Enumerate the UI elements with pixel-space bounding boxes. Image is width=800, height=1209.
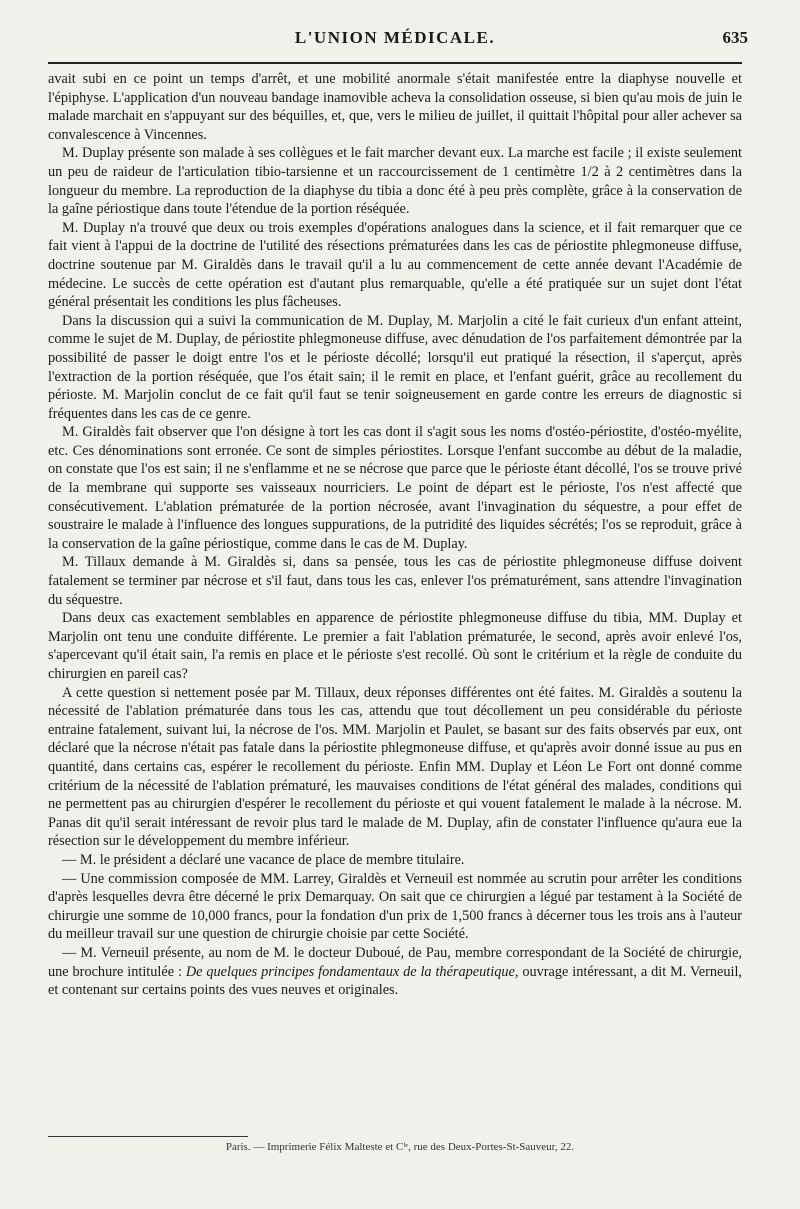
footer-rule xyxy=(48,1136,248,1137)
paragraph: Dans deux cas exactement semblables en apparence de périostite phlegmoneuse diffuse du tibia, MM. Duplay et Marjolin ont tenu une conduite différente. Le premier a fait l'ablation prématurée, le second, après avoir enlevé l'os, s'apercevant qu'il était sain, l'a remis en place et le périoste s'est recollé. Où sont le critérium et la règle de conduite du chirurgien en pareil cas? xyxy=(48,610,742,682)
paragraph: — M. le président a déclaré une vacance de place de membre titulaire. xyxy=(62,851,465,868)
paragraph: A cette question si nettement posée par M. Tillaux, deux réponses différentes ont été faites. M. Giraldès a soutenu la nécessité de l'ablation prématurée dans tous les cas, attendu que tout décollement un peu considérable du périoste entraine fatalement, suivant lui, la nécrose de l'os. MM. Marjolin et Paulet, se basant sur des faits observés par eux, ont déclaré que la nécrose n'était pas fatale dans la périostite phlegmoneuse diffuse, et qu'après avoir donné issue au pus en quantité, dans certains cas, espérer le recollement du périoste. Enfin MM. Duplay et Léon Le Fort ont donné comme critérium de la nécessité de l'ablation prématuré, les mauvaises conditions de l'état général des malades, conditions qui ne permettent pas au chirurgien d'espérer le recollement du périoste et qui vouent fatalement le malade à la nécrose. M. Panas dit qu'il serait intéressant de revoir plus tard le malade de M. Duplay, afin de constater l'influence qu'aura eue la résection sur le développement du membre inférieur. xyxy=(48,684,742,850)
work-title: De quelques principes fondamentaux de la thérapeutique, xyxy=(185,963,519,980)
paragraph-last xyxy=(48,944,742,1000)
paragraph: M. Duplay présente son malade à ses collègues et le fait marcher devant eux. La marche est facile ; il existe seulement un peu de raideur de l'articulation tibio-tarsienne et un raccourcissement de 1 centimètre 1/2 à 2 centimètres dans la longueur du membre. La reproduction de la diaphyse du tibia a donc été à peu près complète, grâce à la conservation de la gaîne périostique dans toute l'étendue de la portion réséquée. xyxy=(48,145,742,218)
paragraph: — Une commission composée de MM. Larrey, Giraldès et Verneuil est nommée au scrutin pour arrêter les conditions d'après lesquelles devra être décerné le prix Demarquay. On sait que ce chirurgien a légué par testament à la Société de chirurgie une somme de 10,000 francs, pour la fondation d'un prix de 1,500 francs à décerner tous les trois ans à l'auteur du meilleur travail sur une question de chirurgie choisie par cette Société. xyxy=(48,870,742,943)
paragraph: M. Giraldès fait observer que l'on désigne à tort les cas dont il s'agit sous les noms d'ostéo-périostite, d'ostéo-myélite, etc. Ces dénominations sont erronée. Ce sont de simples périostites. Lorsque l'enfant succombe au début de la maladie, on constate que l'os est sain; il ne s'enflamme et ne se nécrose que parce que le périoste étant décollé, l'os se trouve privé de la membrane qui supporte ses vaisseaux nourriciers. Le point de départ est le périoste, l'os n'est affecté que consécutivement. L'ablation prématurée de la portion nécrosée, avant l'invagination du séquestre, a pour effet de soustraire le malade à l'influence des longues suppurations, de la putridité des liquides sécrétés; l'os se reproduit, grâce à la conservation de la gaîne périostique, comme dans le cas de M. Duplay. xyxy=(48,424,742,552)
printer-imprint: Paris. — Imprimerie Félix Malteste et Cⁱᵉ, rue des Deux-Portes-St-Sauveur, 22. xyxy=(225,1141,575,1153)
article-body xyxy=(48,70,742,1000)
running-title: L'UNION MÉDICALE. xyxy=(294,28,496,47)
paragraph: Dans la discussion qui a suivi la communication de M. Duplay, M. Marjolin a cité le fait curieux d'un enfant atteint, comme le sujet de M. Duplay, de périostite phlegmoneuse diffuse, avec dénudation de l'os parfaitement démontrée par la possibilité de passer le doigt entre l'os et le périoste décollé; lorsqu'il eut pratiqué la résection, il s'aperçut, après l'extraction de la portion réséquée, que l'os était sain; il le remit en place, et l'enfant guérit, grâce au recollement du périoste. M. Marjolin conclut de ce fait qu'il faut se tenir soigneusement en garde contre les erreurs de diagnostic si fréquentes dans les cas de ce genre. xyxy=(48,312,742,422)
paragraph-text: ouvrage intéressant, a dit M. Verneuil, et contenant sur certains points des vues neuves et originales. xyxy=(48,963,743,999)
page-header xyxy=(48,18,748,52)
paragraph-text: — M. Verneuil présente, au nom de M. le docteur Duboué, de Pau, membre correspondant de la Société de chirurgie, une brochure intitulée : xyxy=(48,944,742,980)
header-rule xyxy=(48,62,742,64)
paragraph: avait subi en ce point un temps d'arrêt, et une mobilité anormale s'était manifestée entre la diaphyse nouvelle et l'épiphyse. L'application d'un nouveau bandage inamovible acheva la consolidation osseuse, si bien qu'au mois de juin le malade marchait en s'appuyant sur des béquilles, et, que, vers le milieu de juillet, il quittait l'hôpital pour aller achever sa convalescence à Vincennes. xyxy=(48,71,742,143)
paragraph: M. Tillaux demande à M. Giraldès si, dans sa pensée, tous les cas de périostite phlegmoneuse diffuse doivent fatalement se terminer par nécrose et s'il faut, dans tous les cas, enlever l'os prématurément, sans attendre l'invagination du séquestre. xyxy=(48,554,742,608)
paragraph: M. Duplay n'a trouvé que deux ou trois exemples d'opérations analogues dans la science, et il fait remarquer que ce fait vient à l'appui de la doctrine de l'utilité des résections prématurées dans les cas de périostite phlegmoneuse diffuse, doctrine soutenue par M. Giraldès dans le travail qu'il a lu au commencement de cette année devant l'Académie de médecine. Le succès de cette opération est d'autant plus remarquable, qu'elle a été pratiquée sur un sujet dont l'état général présentait les conditions les plus fâcheuses. xyxy=(48,219,742,311)
page-number: 635 xyxy=(722,28,748,47)
